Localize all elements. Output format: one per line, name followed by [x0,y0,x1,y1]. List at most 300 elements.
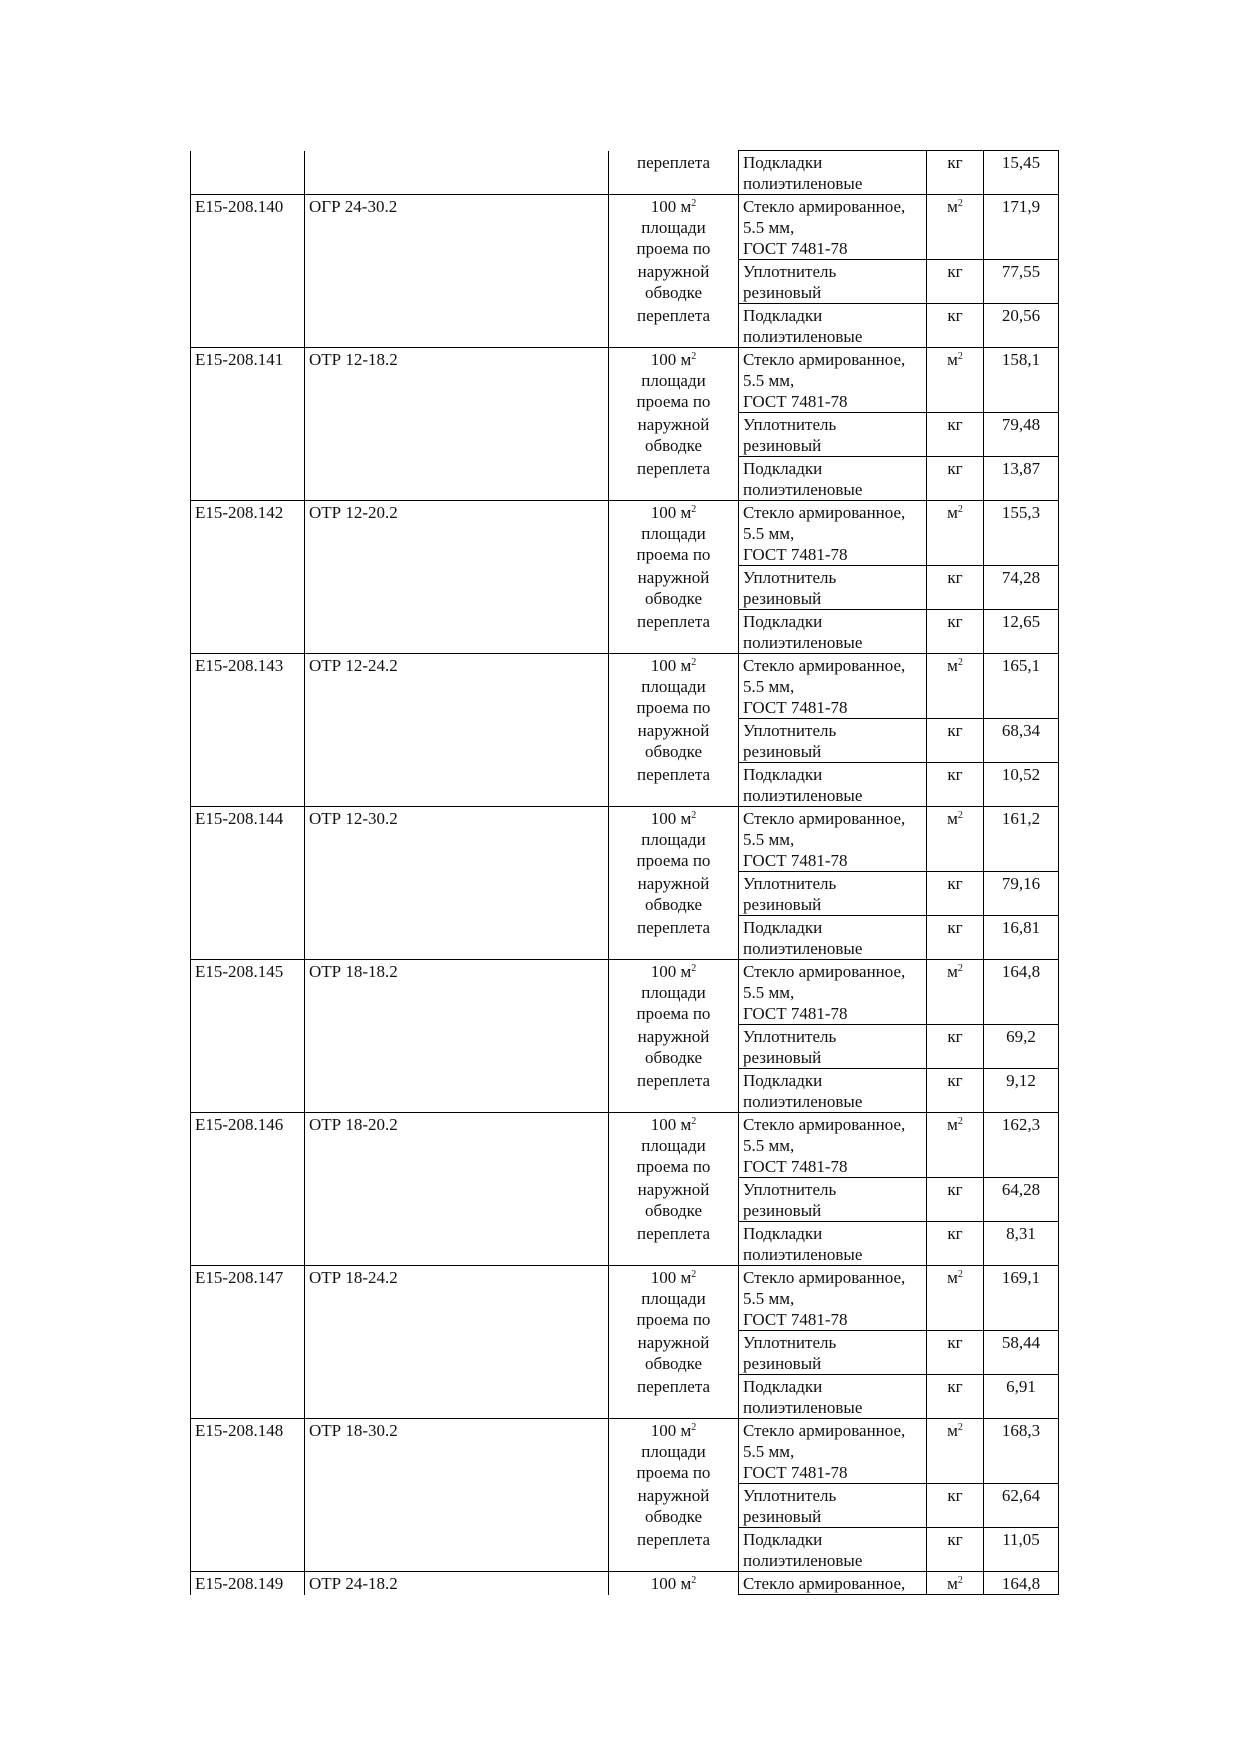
unit-cell: кг [927,872,984,916]
material-cell [739,1375,927,1419]
material-line: Уплотнитель [743,1180,837,1199]
unit-cell: кг [927,1069,984,1113]
measure-cell [609,195,739,260]
code-text: Е15-208.140 [195,197,284,216]
unit-text: м [947,350,958,369]
material-line: Уплотнитель [743,415,837,434]
name-text: ОТР 12-30.2 [309,809,398,828]
unit-cell: кг [927,151,984,195]
superscript: 2 [957,963,963,974]
code-text: Е15-208.141 [195,350,284,369]
material-line: резиновый [743,283,822,302]
name-text: ОТР 12-24.2 [309,656,398,675]
code-cell: Е15-208.149 [191,1572,305,1595]
table-row [191,654,1059,719]
unit-cell: кг [927,1375,984,1419]
measure-cell [609,304,739,348]
material-cell [739,1331,927,1375]
value-cell: 64,28 [984,1178,1059,1222]
value-cell: 12,65 [984,610,1059,654]
material-line: 5.5 мм, [743,218,795,237]
material-line: полиэтиленовые [743,480,863,499]
material-line: Стекло армированное, [743,503,906,522]
measure-qty: 100 м [650,1115,692,1134]
material-line: резиновый [743,1201,822,1220]
unit-cell [927,960,984,1025]
table-row [191,1419,1059,1484]
measure-cell [609,1222,739,1266]
measure-line: площади [641,218,706,237]
measure-line: переплета [637,1223,710,1243]
value-cell: 79,48 [984,413,1059,457]
measure-cell [609,1375,739,1419]
code-text: Е15-208.145 [195,962,284,981]
code-text: Е15-208.142 [195,503,284,522]
materials-table [190,150,1059,1595]
superscript: 2 [957,810,963,821]
material-cell [739,501,927,566]
code-cell [191,1419,305,1572]
measure-line: проема по [636,392,711,411]
superscript: 2 [957,1269,963,1280]
unit-cell: кг [927,1222,984,1266]
unit-cell: кг [927,1528,984,1572]
superscript: 2 [957,198,963,209]
value-cell: 8,31 [984,1222,1059,1266]
material-line: Подкладки [743,918,823,937]
unit-cell [927,654,984,719]
table-row [191,501,1059,566]
material-line: Подкладки [743,612,823,631]
table-row [191,1113,1059,1178]
measure-cell [609,1266,739,1331]
name-text: ОТР 18-18.2 [309,962,398,981]
value-cell: 16,81 [984,916,1059,960]
measure-line: переплета [637,764,710,784]
superscript: 2 [957,351,963,362]
material-line: полиэтиленовые [743,174,863,193]
material-cell [739,1528,927,1572]
value-cell: 171,9 [984,195,1059,260]
material-line: Подкладки [743,1071,823,1090]
unit-cell [927,1113,984,1178]
unit-cell: кг [927,1331,984,1375]
unit-cell [927,807,984,872]
measure-line: обводке [644,741,703,761]
measure-qty: 100 м [650,1268,692,1287]
measure-cell [609,610,739,654]
material-cell [739,916,927,960]
material-line: резиновый [743,1354,822,1373]
material-line: ГОСТ 7481-78 [743,1310,848,1329]
material-cell [739,1069,927,1113]
value-cell: 58,44 [984,1331,1059,1375]
code-cell [191,151,305,195]
unit-cell: кг [927,763,984,807]
value-cell: 79,16 [984,872,1059,916]
unit-cell [927,348,984,413]
material-line: Уплотнитель [743,1333,837,1352]
unit-cell: кг [927,1025,984,1069]
unit-text: м [947,1115,958,1134]
material-line: резиновый [743,742,822,761]
code-text: Е15-208.144 [195,809,284,828]
superscript: 2 [691,963,697,974]
measure-line [613,502,734,523]
unit-cell: кг [927,566,984,610]
superscript: 2 [957,657,963,668]
measure-line: переплета [637,1070,710,1090]
code-cell [191,195,305,348]
material-cell [739,151,927,195]
name-cell [305,807,609,960]
unit-cell [927,1266,984,1331]
measure-line: площади [641,1136,706,1155]
material-cell [739,1222,927,1266]
measure-cell [609,807,739,872]
measure-line: наружной [637,1179,710,1199]
measure-qty: 100 м [650,503,692,522]
material-cell [739,1484,927,1528]
measure-qty: 100 м [650,1574,692,1593]
value-cell: 169,1 [984,1266,1059,1331]
unit-text: м [947,1574,958,1593]
unit-cell: кг [927,719,984,763]
name-text: ОТР 18-20.2 [309,1115,398,1134]
value-cell: 164,8 [984,960,1059,1025]
measure-line [613,961,734,982]
material-line: Стекло армированное, [743,809,906,828]
code-text: Е15-208.148 [195,1421,284,1440]
material-cell [739,1025,927,1069]
material-cell [739,872,927,916]
value-cell: 69,2 [984,1025,1059,1069]
measure-line: переплета [637,1529,710,1549]
measure-line: наружной [637,1332,710,1352]
measure-line: проема по [636,1157,711,1176]
unit-text: м [947,197,958,216]
value-cell: 164,8 [984,1572,1059,1595]
unit-text: м [947,809,958,828]
measure-line: площади [641,371,706,390]
value-cell: 165,1 [984,654,1059,719]
material-line: 5.5 мм, [743,1136,795,1155]
unit-cell [927,501,984,566]
material-line: Уплотнитель [743,568,837,587]
name-cell [305,1419,609,1572]
measure-line: проема по [636,545,711,564]
material-cell [739,566,927,610]
material-cell [739,610,927,654]
measure-line: наружной [637,414,710,434]
measure-line [613,1114,734,1135]
material-cell [739,654,927,719]
material-line: 5.5 мм, [743,1289,795,1308]
measure-line: переплета [637,305,710,325]
value-cell: 9,12 [984,1069,1059,1113]
unit-cell: кг [927,260,984,304]
continuation-row [191,151,1059,195]
name-cell [305,151,609,195]
code-text: Е15-208.146 [195,1115,284,1134]
measure-line: площади [641,983,706,1002]
material-line: резиновый [743,1507,822,1526]
material-line: Стекло армированное, [743,350,906,369]
measure-cell [609,916,739,960]
code-cell [191,348,305,501]
code-cell [191,1113,305,1266]
material-line: ГОСТ 7481-78 [743,239,848,258]
measure-cell [609,1331,739,1375]
measure-line: проема по [636,1004,711,1023]
measure-line: площади [641,677,706,696]
superscript: 2 [691,198,697,209]
material-line: полиэтиленовые [743,939,863,958]
measure-cell [609,1528,739,1572]
material-line: Стекло армированное, [743,1421,906,1440]
material-line: ГОСТ 7481-78 [743,392,848,411]
superscript: 2 [691,504,697,515]
unit-cell [927,195,984,260]
material-line: 5.5 мм, [743,830,795,849]
unit-text: м [947,962,958,981]
material-line: резиновый [743,895,822,914]
unit-cell: кг [927,1178,984,1222]
value-cell: 10,52 [984,763,1059,807]
table-row [191,807,1059,872]
document-page [190,150,1059,1595]
material-line: полиэтиленовые [743,786,863,805]
name-text: ОТР 18-30.2 [309,1421,398,1440]
measure-line: проема по [636,698,711,717]
measure-qty: 100 м [650,809,692,828]
measure-line: обводке [644,435,703,455]
code-cell [191,960,305,1113]
material-line: резиновый [743,1048,822,1067]
value-cell: 11,05 [984,1528,1059,1572]
measure-line: обводке [644,1047,703,1067]
material-line: Подкладки [743,1224,823,1243]
measure-line: площади [641,524,706,543]
material-cell [739,1266,927,1331]
superscript: 2 [691,1575,697,1586]
measure-cell [609,1178,739,1222]
measure-line: обводке [644,282,703,302]
value-cell: 13,87 [984,457,1059,501]
superscript: 2 [691,657,697,668]
measure-line: наружной [637,1026,710,1046]
material-cell [739,719,927,763]
material-line: Уплотнитель [743,874,837,893]
superscript: 2 [957,1422,963,1433]
unit-cell [927,1419,984,1484]
measure-cell [609,1419,739,1484]
material-line: Стекло армированное, [743,656,906,675]
measure-line: проема по [636,1310,711,1329]
code-cell [191,1266,305,1419]
unit-cell: кг [927,413,984,457]
material-line: 5.5 мм, [743,983,795,1002]
material-cell [739,457,927,501]
measure-line: обводке [644,1353,703,1373]
unit-cell [927,1572,984,1595]
name-cell: ОТР 24-18.2 [305,1572,609,1595]
material-cell [739,1178,927,1222]
measure-cell [609,413,739,457]
measure-line [613,1267,734,1288]
value-cell: 158,1 [984,348,1059,413]
value-cell: 20,56 [984,304,1059,348]
unit-text: м [947,656,958,675]
measure-line: площади [641,1289,706,1308]
name-cell [305,348,609,501]
measure-line [613,655,734,676]
measure-cell [609,1572,739,1595]
material-line: Уплотнитель [743,1486,837,1505]
measure-line: площади [641,830,706,849]
measure-qty: 100 м [650,962,692,981]
material-line: 5.5 мм, [743,371,795,390]
material-line: Подкладки [743,459,823,478]
measure-cell [609,1025,739,1069]
superscript: 2 [957,1116,963,1127]
value-cell: 77,55 [984,260,1059,304]
material-line: Подкладки [743,765,823,784]
material-line: ГОСТ 7481-78 [743,1463,848,1482]
material-cell [739,304,927,348]
measure-cell [609,566,739,610]
measure-cell [609,872,739,916]
name-cell [305,960,609,1113]
material-line: Подкладки [743,1377,823,1396]
unit-text: м [947,1268,958,1287]
name-text: ОГР 24-30.2 [309,197,398,216]
material-cell [739,413,927,457]
measure-cell: переплета [609,151,739,195]
measure-line: переплета [637,917,710,937]
measure-line: наружной [637,567,710,587]
unit-cell: кг [927,1484,984,1528]
measure-line: переплета [637,611,710,631]
name-text: ОТР 12-20.2 [309,503,398,522]
value-cell: 168,3 [984,1419,1059,1484]
material-line: Уплотнитель [743,262,837,281]
superscript: 2 [691,1422,697,1433]
material-line: ГОСТ 7481-78 [743,545,848,564]
unit-cell: кг [927,610,984,654]
unit-cell: кг [927,916,984,960]
unit-cell: кг [927,457,984,501]
material-line: полиэтиленовые [743,327,863,346]
material-line: ГОСТ 7481-78 [743,851,848,870]
material-line: Стекло армированное, [743,962,906,981]
code-cell [191,501,305,654]
measure-cell [609,960,739,1025]
measure-cell [609,1069,739,1113]
name-text: ОТР 18-24.2 [309,1268,398,1287]
material-line: Стекло армированное, [743,1268,906,1287]
table-row [191,348,1059,413]
unit-text: м [947,1421,958,1440]
value-cell: 62,64 [984,1484,1059,1528]
name-cell [305,195,609,348]
measure-cell [609,719,739,763]
material-cell [739,763,927,807]
value-cell: 161,2 [984,807,1059,872]
superscript: 2 [957,504,963,515]
material-line: полиэтиленовые [743,1551,863,1570]
measure-cell [609,260,739,304]
superscript: 2 [691,1116,697,1127]
measure-line: проема по [636,1463,711,1482]
measure-line: переплета [637,1376,710,1396]
material-cell [739,807,927,872]
value-cell: 74,28 [984,566,1059,610]
material-line: полиэтиленовые [743,1092,863,1111]
measure-line [613,349,734,370]
unit-text: м [947,503,958,522]
name-cell [305,1113,609,1266]
material-line: 5.5 мм, [743,677,795,696]
value-cell: 15,45 [984,151,1059,195]
material-cell [739,1113,927,1178]
measure-cell [609,457,739,501]
superscript: 2 [691,351,697,362]
material-line: Подкладки [743,1530,823,1549]
measure-line: наружной [637,873,710,893]
material-cell [739,960,927,1025]
material-line: Уплотнитель [743,721,837,740]
material-line: Уплотнитель [743,1027,837,1046]
table-row [191,960,1059,1025]
material-line: полиэтиленовые [743,1245,863,1264]
measure-cell [609,1113,739,1178]
code-cell [191,654,305,807]
superscript: 2 [691,810,697,821]
measure-line: наружной [637,1485,710,1505]
material-cell [739,1419,927,1484]
measure-cell [609,348,739,413]
measure-line [613,808,734,829]
measure-line: обводке [644,894,703,914]
measure-qty: 100 м [650,656,692,675]
measure-line: обводке [644,588,703,608]
name-cell [305,501,609,654]
name-cell [305,654,609,807]
superscript: 2 [957,1575,963,1586]
measure-cell [609,654,739,719]
material-cell [739,195,927,260]
value-cell: 155,3 [984,501,1059,566]
name-cell [305,1266,609,1419]
material-line: резиновый [743,436,822,455]
material-line: Подкладки [743,153,823,172]
material-line: ГОСТ 7481-78 [743,698,848,717]
material-line: 5.5 мм, [743,524,795,543]
measure-cell [609,763,739,807]
code-text: Е15-208.147 [195,1268,284,1287]
measure-qty: 100 м [650,350,692,369]
measure-line: наружной [637,720,710,740]
measure-line: переплета [637,458,710,478]
measure-cell [609,501,739,566]
measure-cell [609,1484,739,1528]
material-cell [739,260,927,304]
material-line: ГОСТ 7481-78 [743,1004,848,1023]
table-row [191,1266,1059,1331]
measure-line: наружной [637,261,710,281]
measure-line: обводке [644,1506,703,1526]
